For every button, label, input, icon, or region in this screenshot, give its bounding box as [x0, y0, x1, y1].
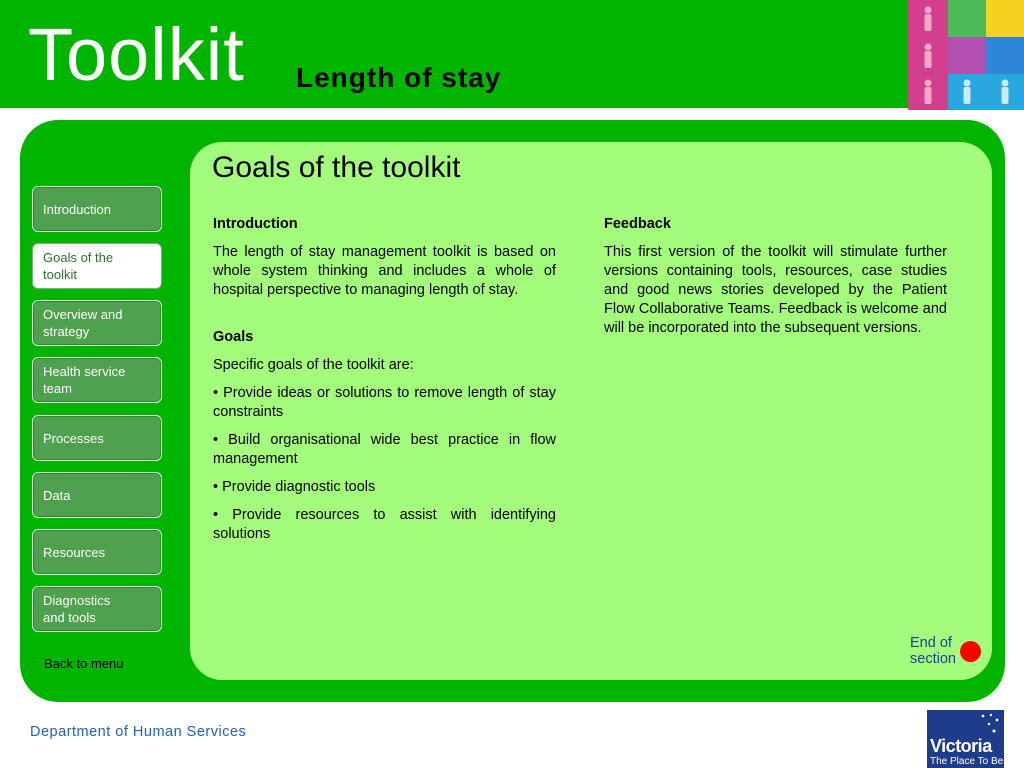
nav-overview-and-strategy[interactable]: Overview and strategy [32, 300, 162, 346]
victoria-logo [927, 710, 1004, 768]
feedback-heading: Feedback [604, 216, 671, 232]
person-icon [986, 74, 1024, 110]
southern-cross-icon [977, 712, 1001, 736]
person-icon [948, 74, 986, 110]
color-tile [948, 37, 986, 74]
goal-item: • Provide diagnostic tools [213, 479, 376, 495]
goal-item: • Provide resources to assist with identifying solutions [213, 507, 556, 542]
introduction-text: The length of stay management toolkit is based on whole system thinking and includes a whole of hospital perspective to managing length of stay. [213, 244, 556, 298]
person-icon [908, 0, 948, 37]
right-column [604, 215, 947, 347]
person-icon [908, 74, 948, 110]
end-of-section-link[interactable]: End of section [910, 635, 956, 667]
people-tiles-logo [908, 0, 1024, 110]
nav-resources[interactable]: Resources [32, 529, 162, 575]
nav-introduction[interactable]: Introduction [32, 186, 162, 232]
goals-heading: Goals [213, 329, 254, 345]
color-tile [948, 0, 986, 37]
header-bar [0, 0, 1024, 110]
color-tile [986, 37, 1024, 74]
victoria-tagline: The Place To Be [930, 756, 1004, 767]
section-title: Length of stay [296, 62, 502, 93]
introduction-heading: Introduction [213, 216, 298, 232]
goal-item: • Build organisational wide best practice in flow management [213, 432, 556, 467]
back-to-menu-link[interactable]: Back to menu [44, 656, 124, 671]
nav-data[interactable]: Data [32, 472, 162, 518]
goal-item: • Provide ideas or solutions to remove length of stay constraints [213, 385, 556, 420]
goals-intro: Specific goals of the toolkit are: [213, 357, 414, 373]
feedback-text: This first version of the toolkit will stimulate further versions containing tools, resources, case studies and good news stories developed by the Patient Flow Collaborative Teams. Feedback is welcome and will be incorporated into the subsequent versions. [604, 244, 947, 336]
end-of-section-dot-icon[interactable] [960, 641, 981, 662]
app-title: Toolkit [28, 13, 245, 96]
nav-processes[interactable]: Processes [32, 415, 162, 461]
victoria-wordmark: Victoria [930, 736, 992, 756]
page-title: Goals of the toolkit [212, 151, 461, 184]
nav-goals-of-the-toolkit[interactable]: Goals of the toolkit [32, 243, 162, 289]
department-name: Department of Human Services [30, 724, 247, 740]
person-icon [908, 37, 948, 74]
left-column [213, 215, 556, 553]
color-tile [986, 0, 1024, 37]
nav-health-service-team[interactable]: Health service team [32, 357, 162, 403]
nav-diagnostics-and-tools[interactable]: Diagnostics and tools [32, 586, 162, 632]
